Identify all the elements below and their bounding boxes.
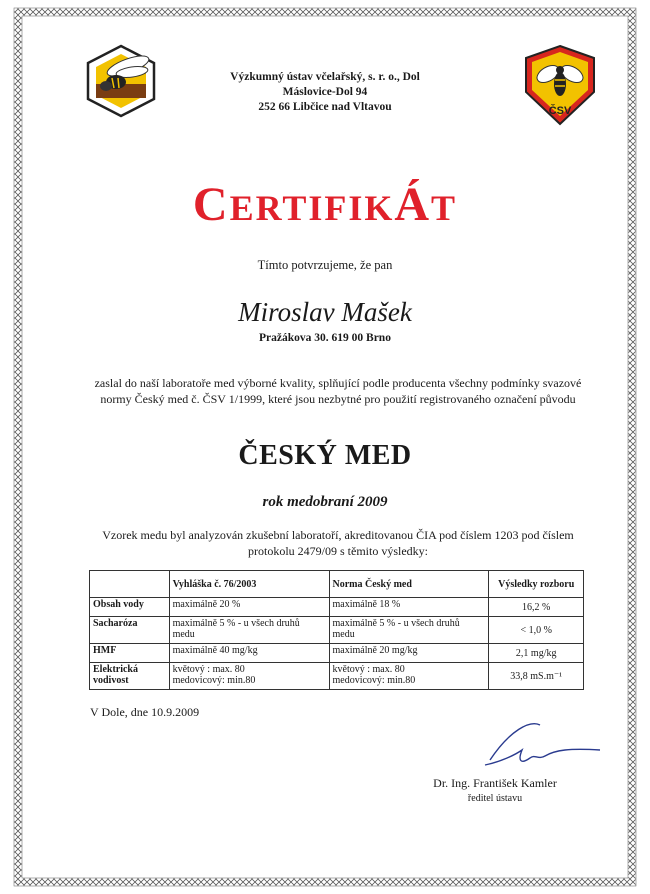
- norm-line: květový : max. 80: [332, 664, 405, 675]
- result-value: < 1,0 %: [489, 617, 584, 644]
- table-row: [90, 663, 584, 690]
- title-part-2: T: [431, 188, 458, 228]
- analysis-line-2: protokolu 2479/09 s těmito výsledky:: [248, 544, 428, 558]
- title-cap-2: Á: [394, 178, 432, 231]
- row-label: HMF: [90, 644, 170, 663]
- recipient-address: Pražákova 30. 619 00 Brno: [259, 332, 391, 344]
- norm-value: [329, 663, 489, 690]
- header-line-3: 252 66 Libčice nad Vltavou: [258, 101, 392, 113]
- institute-logo: [82, 42, 160, 120]
- result-value: 33,8 mS.m⁻¹: [489, 663, 584, 690]
- result-value: 2,1 mg/kg: [489, 644, 584, 663]
- table-row: [90, 644, 584, 663]
- decree-line: květový : max. 80: [172, 664, 245, 675]
- table-header-empty: [90, 571, 170, 598]
- decree-value: maximálně 40 mg/kg: [169, 644, 329, 663]
- confirm-text: Tímto potvrzujeme, že pan: [257, 258, 393, 272]
- decree-line: medovicový: min.80: [172, 675, 256, 686]
- signer-role: ředitel ústavu: [467, 793, 523, 804]
- table-header-norm: Norma Český med: [329, 571, 489, 598]
- signer-name: Dr. Ing. František Kamler: [433, 776, 557, 790]
- table-header-decree: Vyhláška č. 76/2003: [169, 571, 329, 598]
- institute-address: [175, 70, 475, 115]
- csv-logo: [524, 44, 596, 126]
- table-row: [90, 617, 584, 644]
- statement-line-2: normy Český med č. ČSV 1/1999, které jsou nezbytné pro použití registrovaného označení původu: [100, 392, 576, 406]
- title-cap-1: C: [192, 178, 230, 231]
- harvest-year: rok medobraní 2009: [262, 494, 388, 510]
- recipient-name: Miroslav Mašek: [238, 297, 412, 327]
- row-label: Obsah vody: [90, 598, 170, 617]
- row-label: Sacharóza: [90, 617, 170, 644]
- norm-value: maximálně 18 %: [329, 598, 489, 617]
- analysis-statement: [78, 527, 598, 559]
- csv-logo-text: ČSV: [548, 105, 572, 117]
- date-place: V Dole, dne 10.9.2009: [90, 705, 200, 719]
- table-row: [90, 598, 584, 617]
- decree-value: [169, 617, 329, 644]
- table-header-row: [90, 571, 584, 598]
- analysis-line-1: Vzorek medu byl analyzován zkušební laboratoří, akreditovanou ČIA pod číslem 1203 pod číslem: [102, 528, 574, 542]
- title-part-1: ERTIFIK: [229, 188, 395, 228]
- product-name: ČESKÝ MED: [238, 440, 412, 471]
- norm-value: [329, 617, 489, 644]
- row-label: [90, 663, 170, 690]
- header-line-1: Výzkumný ústav včelařský, s. r. o., Dol: [230, 71, 420, 83]
- decree-value: maximálně 20 %: [169, 598, 329, 617]
- result-value: 16,2 %: [489, 598, 584, 617]
- table-header-results: Výsledky rozboru: [489, 571, 584, 598]
- label-line: Elektrická: [93, 664, 138, 675]
- norm-line: maximálně 5 % - u všech druhů: [332, 618, 460, 629]
- decree-value: [169, 663, 329, 690]
- header-line-2: Máslovice-Dol 94: [282, 86, 368, 98]
- norm-value: maximálně 20 mg/kg: [329, 644, 489, 663]
- signature: [460, 720, 610, 780]
- certificate-statement: [68, 375, 608, 407]
- decree-line: medu: [172, 629, 195, 640]
- statement-line-1: zaslal do naší laboratoře med výborné kvality, splňující podle producenta všechny podmínky svazové: [94, 376, 582, 390]
- norm-line: medu: [332, 629, 355, 640]
- decree-line: maximálně 5 % - u všech druhů: [172, 618, 300, 629]
- norm-line: medovicový: min.80: [332, 675, 416, 686]
- label-line: vodivost: [93, 675, 129, 686]
- results-table: [89, 570, 584, 690]
- certificate-title: [0, 180, 650, 233]
